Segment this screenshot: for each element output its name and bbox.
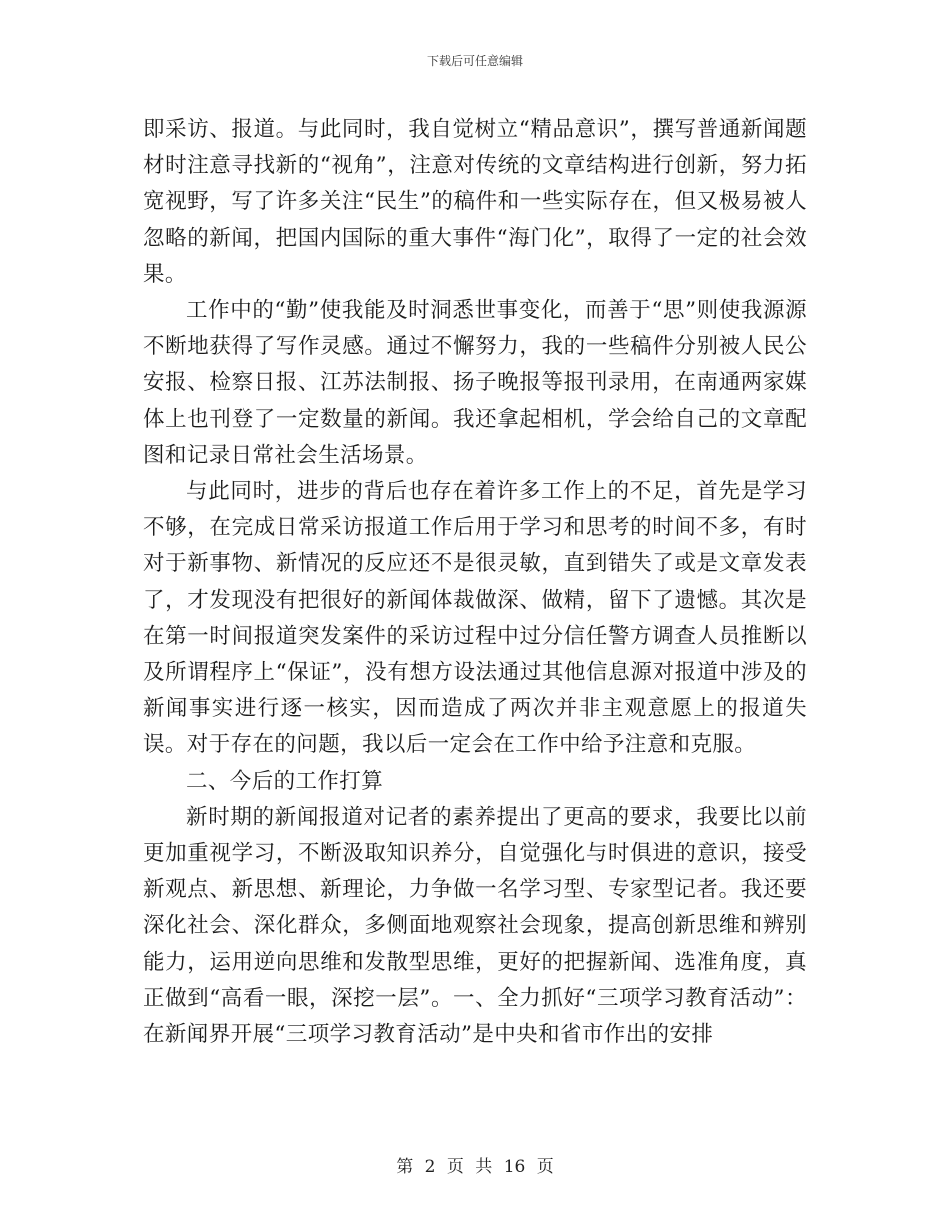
paragraph-2: 工作中的“勤”使我能及时洞悉世事变化，而善于“思”则使我源源不断地获得了写作灵感。通过不懈努力，我的一些稿件分别被人民公安报、检察日报、江苏法制报、扬子晚报等报刊录用，在南通两家媒体上也刊登了一定数量的新闻。我还拿起相机，学会给自己的文章配图和记录日常社会生活场景。 [143,298,807,468]
paragraph-3: 与此同时，进步的背后也存在着许多工作上的不足，首先是学习不够，在完成日常采访报道工作后用于学习和思考的时间不多，有时对于新事物、新情况的反应还不是很灵敏，直到错失了或是文章发表了，才发现没有把很好的新闻体裁做深、做精，留下了遗憾。其次是在第一时间报道突发案件的采访过程中过分信任警方调查人员推断以及所谓程序上“保证”，没有想方设法通过其他信息源对报道中涉及的新闻事实进行逐一核实，因而造成了两次并非主观意愿上的报道失误。对于存在的问题，我以后一定会在工作中给予注意和克服。 [143,479,807,758]
page-number: 第 2 页 共 16 页 [396,1157,554,1177]
page-header: 下载后可任意编辑 [426,54,523,68]
document-body [143,112,807,1053]
section-heading: 二、今后的工作打算 [186,768,384,794]
paragraph-4: 新时期的新闻报道对记者的素养提出了更高的要求，我要比以前更加重视学习，不断汲取知识养分，自觉强化与时俱进的意识，接受新观点、新思想、新理论，力争做一名学习型、专家型记者。我还要深化社会、深化群众，多侧面地观察社会现象，提高创新思维和辨别能力，运用逆向思维和发散型思维，更好的把握新闻、选准角度，真正做到“高看一眼，深挖一层”。一、全力抓好“三项学习教育活动”：在新闻界开展“三项学习教育活动”是中央和省市作出的安排 [143,804,807,1048]
paragraph-1: 即采访、报道。与此同时，我自觉树立“精品意识”，撰写普通新闻题材时注意寻找新的“视角”，注意对传统的文章结构进行创新，努力拓宽视野，写了许多关注“民生”的稿件和一些实际存在，但又极易被人忽略的新闻，把国内国际的重大事件“海门化”，取得了一定的社会效果。 [143,117,807,287]
